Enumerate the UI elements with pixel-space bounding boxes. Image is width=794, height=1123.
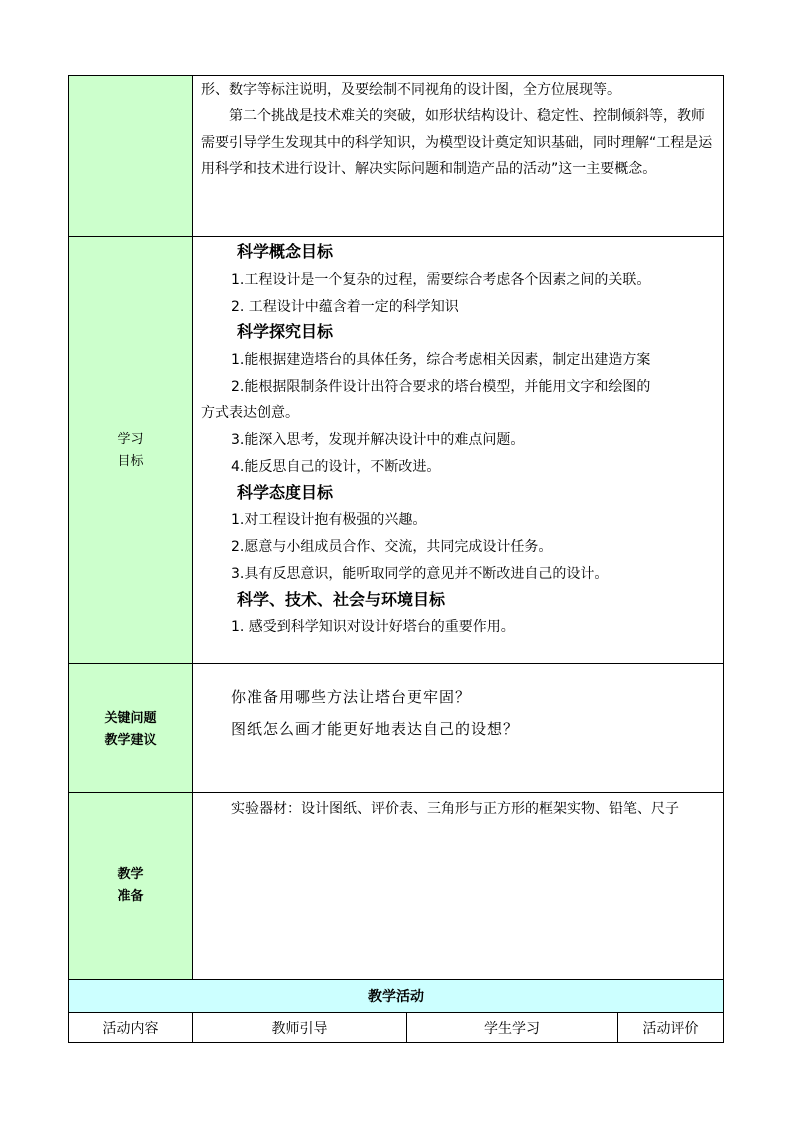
activities-title: 教学活动 — [368, 989, 424, 1005]
attitude-item-3: 3.具有反思意识，能听取同学的意见并不断改进自己的设计。 — [231, 566, 609, 582]
inquiry-item-2-line-2: 方式表达创意。 — [201, 405, 299, 421]
activities-title-cell — [68, 979, 724, 1013]
intro-content-cell — [192, 75, 724, 237]
attitude-heading: 科学态度目标 — [237, 483, 334, 502]
objectives-label-line2: 目标 — [117, 454, 144, 469]
attitude-item-1: 1.对工程设计抱有极强的兴趣。 — [231, 512, 427, 528]
intro-paragraph: 第二个挑战是技术难关的突破，如形状结构设计、稳定性、控制倾斜等，教师需要引导学生发现其中的科学知识，为模型设计奠定知识基础，同时理解“工程是运用科学和技术进行设计、解决实际问题和制造产品的活动”这一主要概念。 — [201, 108, 713, 177]
activities-column-header-row — [68, 1012, 724, 1043]
objectives-content-cell — [192, 236, 724, 664]
column-header-activity-content: 活动内容 — [69, 1013, 193, 1042]
inquiry-item-2-line-1: 2.能根据限制条件设计出符合要求的塔台模型，并能用文字和绘图的 — [231, 379, 651, 395]
preparation-label-line2: 准备 — [117, 889, 144, 904]
concept-heading: 科学概念目标 — [237, 242, 334, 261]
preparation-label-line1: 教学 — [117, 867, 144, 882]
inquiry-item-3: 3.能深入思考，发现并解决设计中的难点问题。 — [231, 432, 525, 448]
attitude-item-2: 2.愿意与小组成员合作、交流，共同完成设计任务。 — [231, 539, 553, 555]
key-questions-side-cell — [68, 663, 193, 793]
column-header-activity-evaluation: 活动评价 — [642, 1020, 699, 1037]
concept-item-2: 2. 工程设计中蕴含着一定的科学知识 — [231, 299, 459, 315]
inquiry-item-1: 1.能根据建造塔台的具体任务，综合考虑相关因素，制定出建造方案 — [231, 352, 651, 368]
stse-item-1: 1. 感受到科学知识对设计好塔台的重要作用。 — [231, 619, 515, 635]
intro-side-cell — [68, 75, 193, 237]
inquiry-item-4: 4.能反思自己的设计，不断改进。 — [231, 459, 441, 475]
key-question-2: 图纸怎么画才能更好地表达自己的设想？ — [231, 720, 520, 738]
objectives-side-cell — [68, 236, 193, 664]
key-questions-content-cell — [192, 663, 724, 793]
key-questions-label-line2: 教学建议 — [104, 733, 157, 748]
objectives-label-line1: 学习 — [117, 432, 144, 447]
inquiry-heading: 科学探究目标 — [237, 322, 334, 341]
column-header-teacher-guidance: 教师引导 — [193, 1013, 407, 1042]
column-header-student-learning: 学生学习 — [407, 1013, 618, 1042]
preparation-side-cell — [68, 792, 193, 980]
preparation-content-cell — [192, 792, 724, 980]
key-questions-label-line1: 关键问题 — [104, 711, 157, 726]
concept-item-1: 1.工程设计是一个复杂的过程，需要综合考虑各个因素之间的关联。 — [231, 272, 651, 288]
preparation-text: 实验器材：设计图纸、评价表、三角形与正方形的框架实物、铅笔、尺子 — [231, 801, 679, 817]
key-question-1: 你准备用哪些方法让塔台更牢固？ — [231, 688, 472, 706]
intro-first-line: 形、数字等标注说明，及要绘制不同视角的设计图，全方位展现等。 — [201, 82, 621, 98]
stse-heading: 科学、技术、社会与环境目标 — [237, 590, 446, 609]
